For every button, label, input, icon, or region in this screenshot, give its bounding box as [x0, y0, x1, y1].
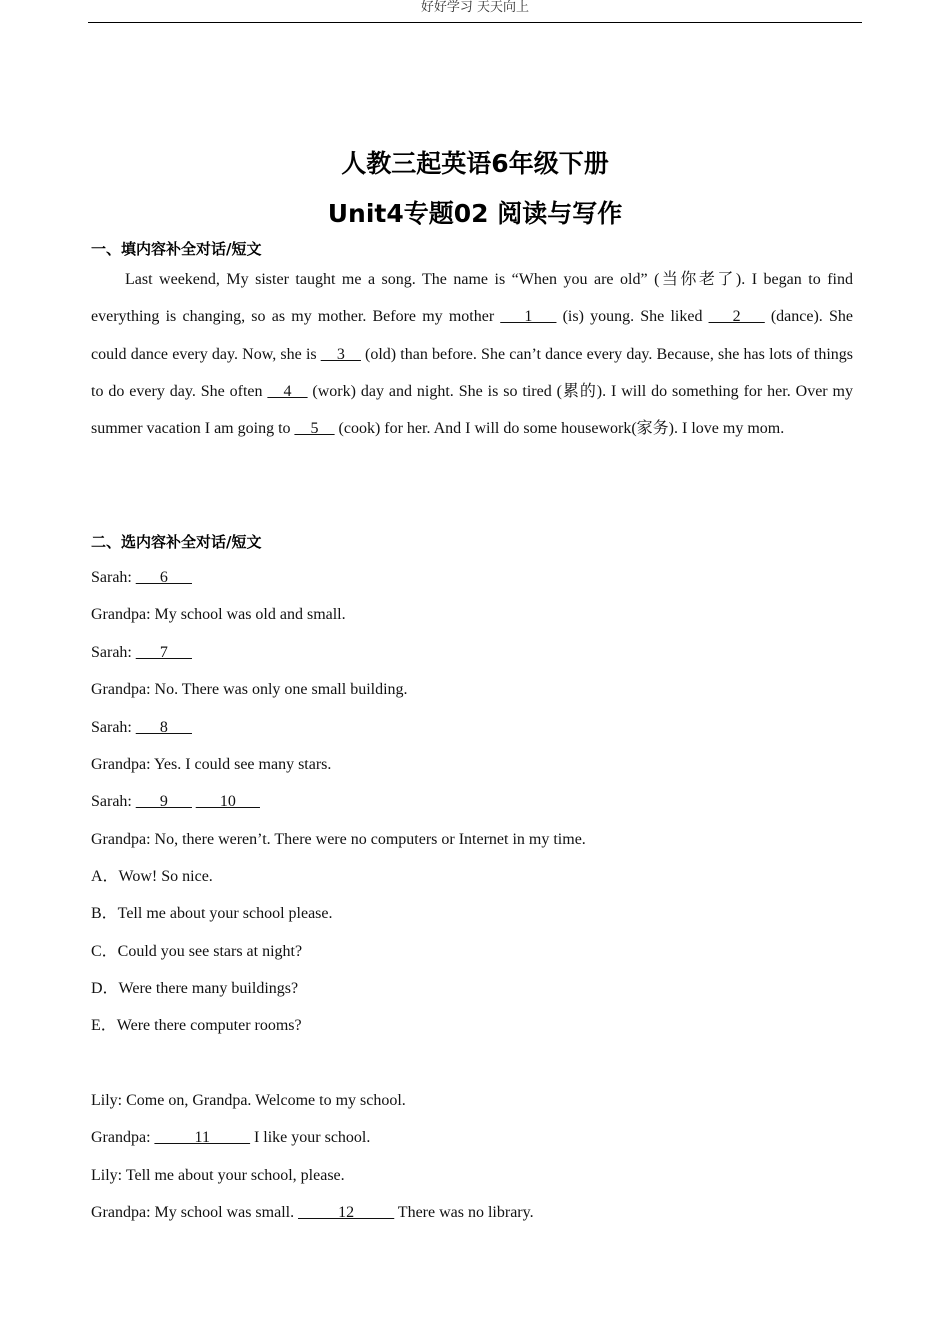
document-title: 人教三起英语6年级下册	[341, 149, 609, 178]
option-d: D．Were there many buildings?	[91, 980, 299, 997]
dialog-text: No. There was only one small building.	[154, 681, 408, 698]
passage-text: (is) young. She liked	[556, 308, 709, 326]
speaker: Grandpa:	[91, 831, 155, 848]
blank-5: __5__	[294, 420, 335, 438]
dialog-line	[91, 643, 192, 663]
dialog-line	[91, 605, 346, 625]
dialog-text: There was no library.	[394, 1204, 534, 1221]
speaker: Sarah:	[91, 569, 136, 586]
speaker: Grandpa:	[91, 756, 154, 773]
blank-9: ___9___	[135, 793, 192, 810]
passage-text: (dance). She could dance every day. Now, she is	[91, 308, 853, 363]
speaker: Grandpa:	[91, 606, 155, 623]
page-header: 好好学习 天天向上	[88, 0, 862, 23]
speaker: Grandpa:	[91, 681, 155, 698]
blank-12: _____12_____	[298, 1204, 395, 1221]
dialog-text: My school was old and small.	[154, 606, 346, 623]
passage-text: (old) than before. She can’t dance every day. Because, she has lots of things to do every day. She often	[91, 345, 854, 400]
dialog-text: My school was small.	[154, 1204, 299, 1221]
option-a: A．Wow! So nice.	[91, 868, 213, 885]
blank-7: ___7___	[135, 644, 192, 661]
dialog-text: Come on, Grandpa. Welcome to my school.	[126, 1092, 406, 1109]
passage-text: Last weekend, My sister taught me a song. The name is “When you are old” (当你老了). I began to find everything is changing, so as my mother. Before my mother	[91, 271, 853, 326]
speaker: Lily:	[91, 1167, 126, 1184]
speaker: Grandpa:	[91, 1129, 155, 1146]
dialog-line	[91, 718, 192, 738]
dialog-text: No, there weren’t. There were no computers or Internet in my time.	[154, 831, 586, 848]
blank-4: __4__	[267, 382, 308, 400]
speaker: Sarah:	[91, 793, 136, 810]
blank-8: ___8___	[135, 719, 192, 736]
dialog-line	[91, 1128, 370, 1148]
dialog-line	[91, 1091, 406, 1111]
document-subtitle: Unit4专题02 阅读与写作	[327, 199, 623, 228]
blank-2: ___2___	[708, 308, 765, 326]
speaker: Sarah:	[91, 719, 136, 736]
speaker: Lily:	[91, 1092, 127, 1109]
dialog-text: Yes. I could see many stars.	[153, 756, 332, 773]
dialog-line	[91, 1203, 534, 1223]
dialog-line	[91, 755, 331, 775]
section-heading-choose: 二、选内容补全对话/短文	[91, 533, 262, 551]
dialog-text: Tell me about your school, please.	[125, 1167, 345, 1184]
blank-1: ___1___	[500, 308, 557, 326]
blank-6: ___6___	[135, 569, 192, 586]
blank-10: ___10___	[195, 793, 260, 810]
speaker: Grandpa:	[91, 1204, 155, 1221]
dialog-line	[91, 568, 192, 588]
dialog-text: I like your school.	[249, 1129, 371, 1146]
dialog-line	[91, 792, 260, 812]
dialog-line	[91, 830, 586, 850]
option-b: B．Tell me about your school please.	[91, 905, 333, 922]
dialog-line	[91, 1166, 345, 1186]
blank-11: _____11_____	[154, 1129, 250, 1146]
speaker: Sarah:	[91, 644, 136, 661]
reading-passage	[91, 261, 853, 447]
option-c: C．Could you see stars at night?	[91, 943, 303, 960]
blank-3: __3__	[320, 345, 361, 363]
section-heading-fill-in: 一、填内容补全对话/短文	[91, 240, 262, 258]
dialog-line	[91, 680, 408, 700]
passage-text: (work) day and night. She is so tired (累的). I will do something for her. Over my summer vacation I am going to	[91, 382, 853, 438]
passage-text: (cook) for her. And I will do some housework(家务). I love my mom.	[334, 420, 785, 438]
option-e: E．Were there computer rooms?	[91, 1017, 302, 1034]
